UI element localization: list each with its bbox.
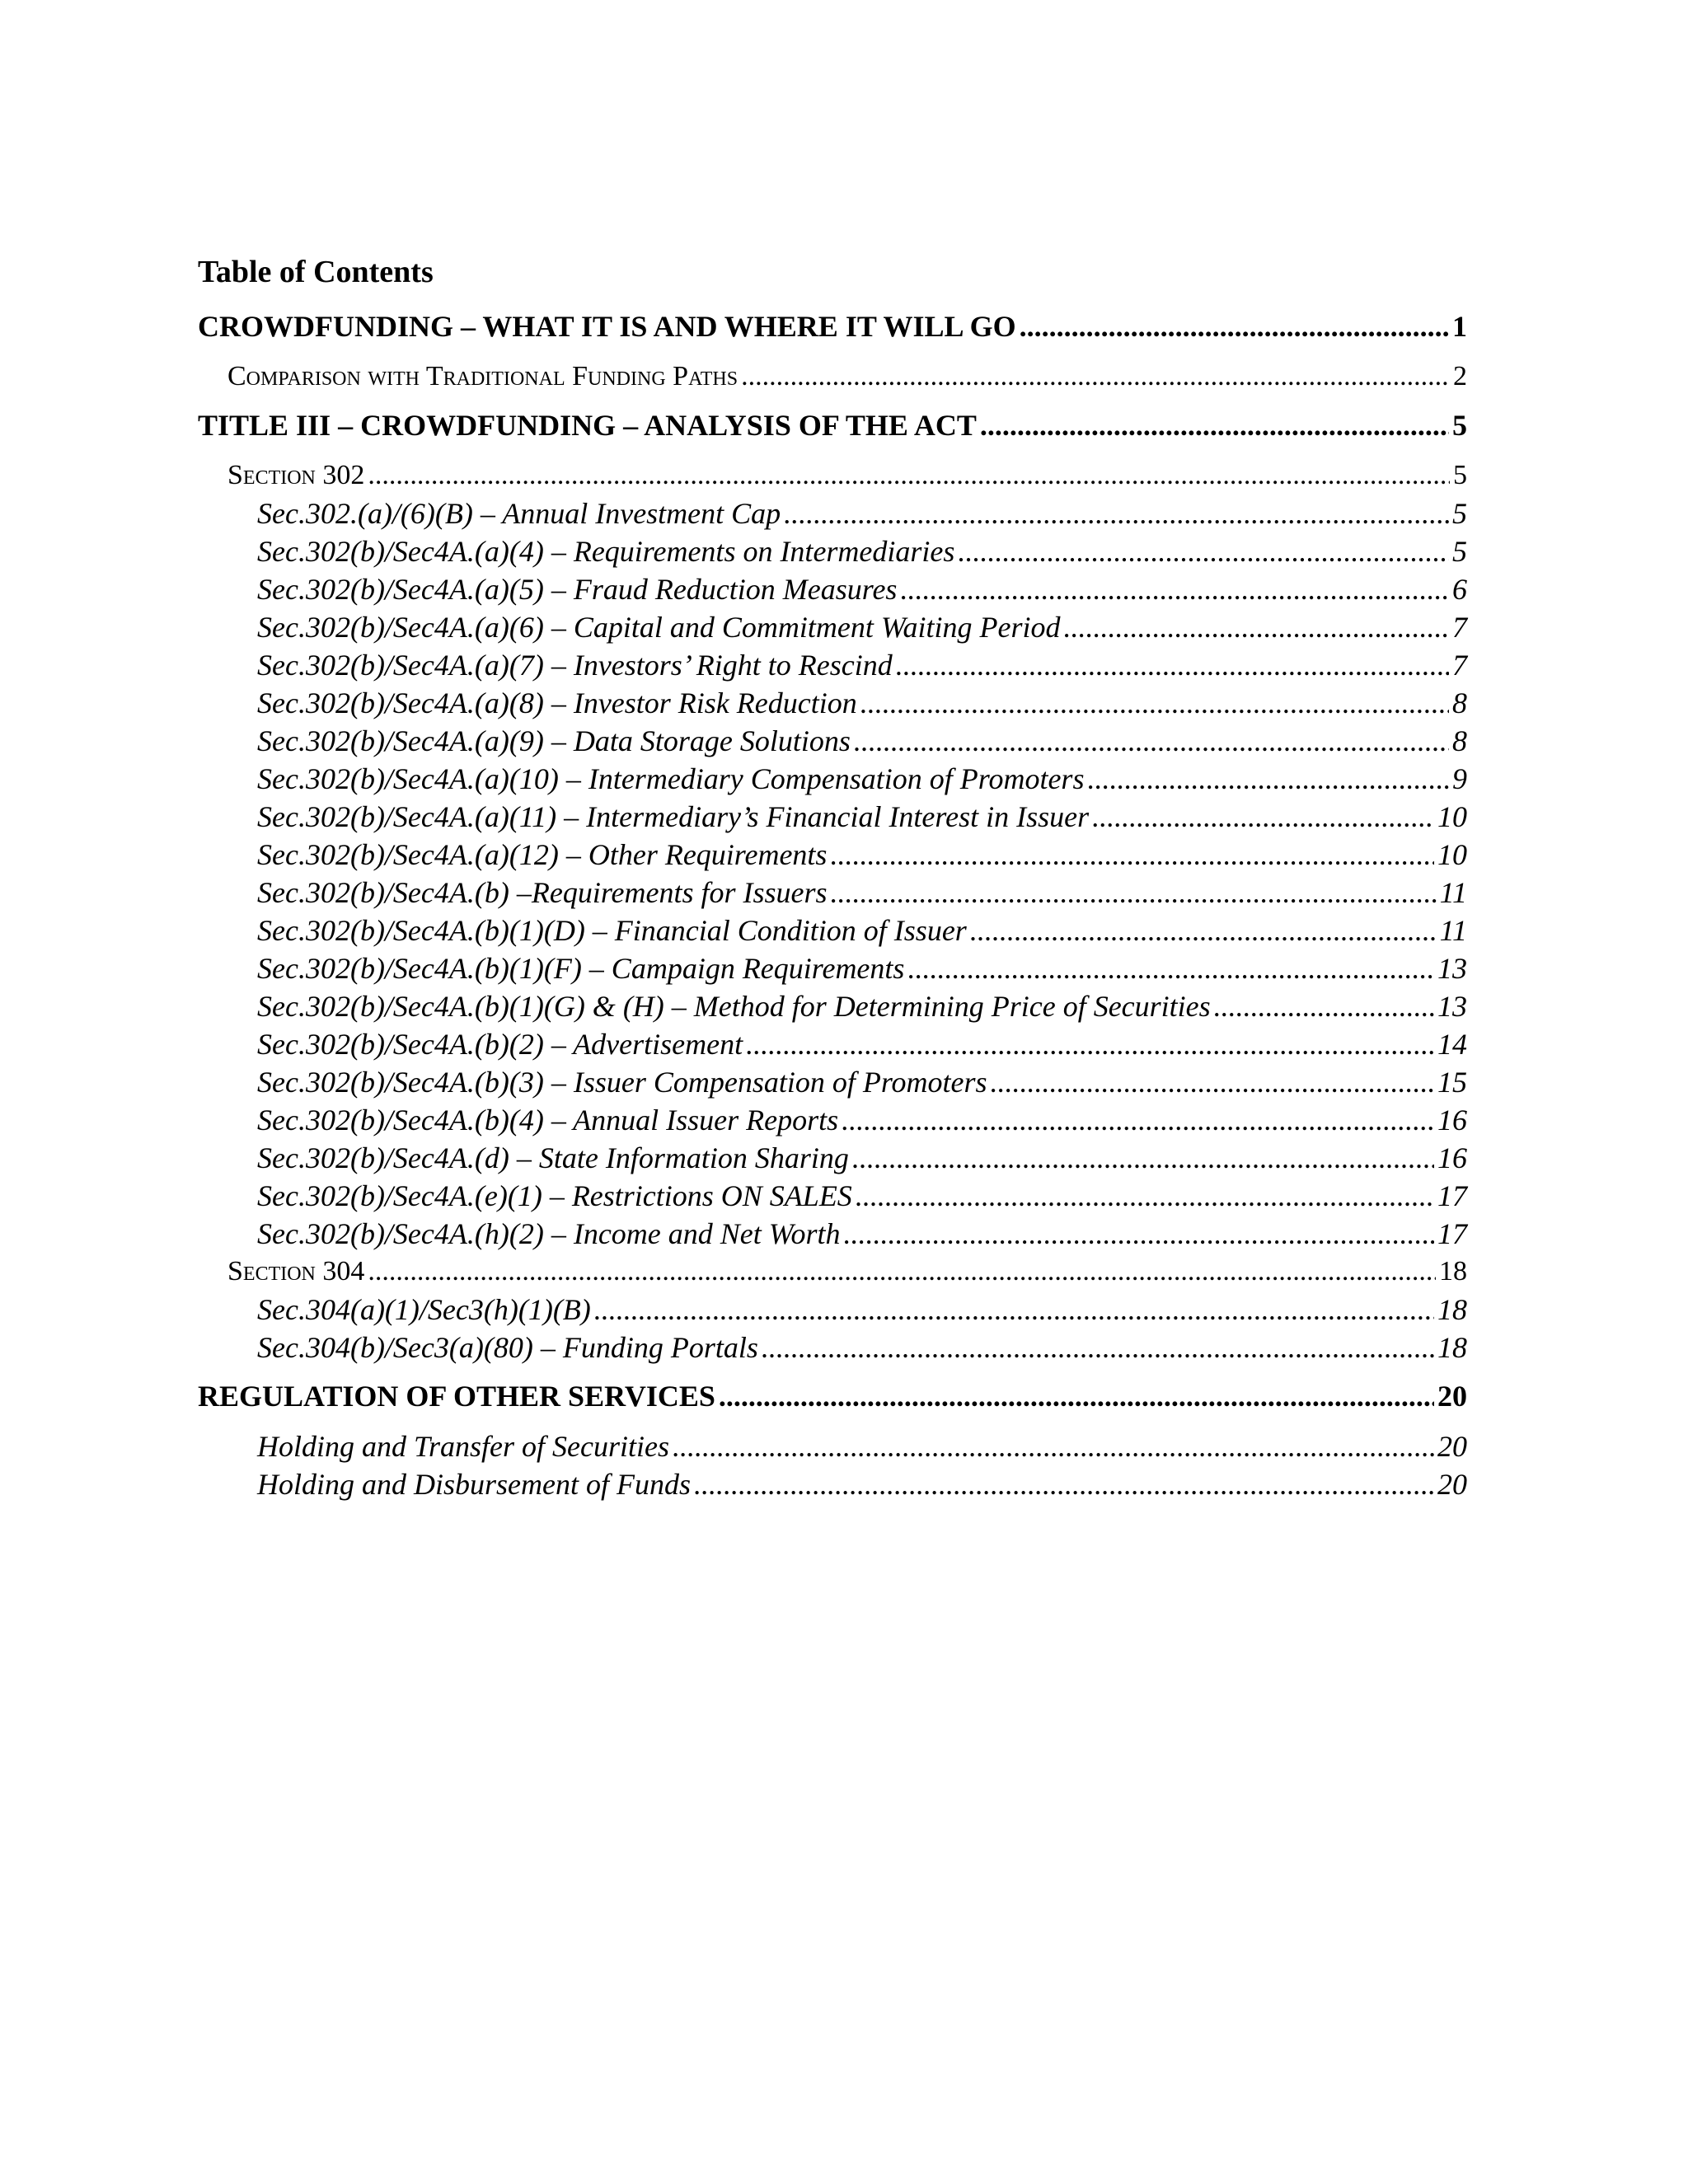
toc-entry[interactable] (198, 798, 1467, 836)
dot-leader (980, 405, 1449, 445)
dot-leader (907, 949, 1434, 987)
dot-leader (856, 1177, 1434, 1215)
toc-entry[interactable] (198, 1215, 1467, 1253)
toc-entry-label: Sec.302(b)/Sec4A.(a)(9) – Data Storage Solutions (257, 724, 851, 757)
toc-entry[interactable] (198, 1139, 1467, 1177)
toc-page-number: 5 (1452, 535, 1467, 568)
toc-entry[interactable] (198, 722, 1467, 760)
toc-entry-section-304[interactable] (198, 1253, 1467, 1291)
toc-entry[interactable] (198, 949, 1467, 987)
toc-entry[interactable] (198, 874, 1467, 912)
toc-page-number: 17 (1437, 1217, 1467, 1250)
toc-page-number: 9 (1452, 762, 1467, 795)
toc-entry[interactable] (198, 1025, 1467, 1063)
dot-leader (673, 1427, 1434, 1465)
toc-entry-comparison[interactable] (198, 358, 1467, 396)
toc-entry[interactable] (198, 532, 1467, 570)
toc-title: Table of Contents (198, 255, 434, 289)
toc-page-number: 5 (1453, 460, 1467, 490)
toc-entry-label: Sec.302(b)/Sec4A.(a)(11) – Intermediary’s Financial Interest in Issuer (257, 800, 1090, 833)
toc-entry[interactable] (198, 760, 1467, 798)
toc-entry[interactable] (198, 1063, 1467, 1101)
dot-leader (970, 912, 1437, 949)
toc-page-number: 7 (1452, 611, 1467, 644)
toc-entry-label: Sec.302(b)/Sec4A.(b)(1)(F) – Campaign Requirements (257, 952, 905, 985)
toc-entry[interactable] (198, 1465, 1467, 1503)
dot-leader (896, 646, 1449, 684)
dot-leader (1087, 760, 1449, 798)
toc-page-number: 13 (1437, 990, 1467, 1023)
toc-entry[interactable] (198, 570, 1467, 608)
toc-page-number: 18 (1437, 1331, 1467, 1364)
toc-page-number: 7 (1452, 649, 1467, 682)
toc-entry[interactable] (198, 684, 1467, 722)
toc-page-number: 2 (1453, 361, 1467, 391)
toc-page-number: 8 (1452, 687, 1467, 719)
toc-entry[interactable] (198, 1291, 1467, 1329)
toc-entry-label: Sec.302(b)/Sec4A.(a)(10) – Intermediary Compensation of Promoters (257, 762, 1085, 795)
dot-leader (842, 1101, 1434, 1139)
toc-page-number: 10 (1437, 800, 1467, 833)
toc-entry-label: REGULATION OF OTHER SERVICES (198, 1380, 715, 1413)
toc-entry-label: Sec.304(a)(1)/Sec3(h)(1)(B) (257, 1293, 591, 1326)
toc-page-number: 11 (1439, 876, 1467, 909)
toc-entry[interactable] (198, 646, 1467, 684)
toc-page-number: 5 (1452, 409, 1467, 442)
toc-entry-label: Holding and Disbursement of Funds (257, 1468, 691, 1501)
toc-entry-label: Holding and Transfer of Securities (257, 1430, 670, 1463)
toc-entry-label: Sec.302(b)/Sec4A.(b)(4) – Annual Issuer Reports (257, 1104, 839, 1137)
dot-leader (860, 684, 1449, 722)
toc-page-number: 11 (1439, 914, 1467, 947)
toc-entry[interactable] (198, 912, 1467, 949)
dot-leader (1092, 798, 1434, 836)
toc-entry-label: Sec.302(b)/Sec4A.(b) –Requirements for Issuers (257, 876, 828, 909)
toc-entry-label: Sec.302(b)/Sec4A.(b)(3) – Issuer Compensation of Promoters (257, 1066, 987, 1099)
dot-leader (368, 1253, 1436, 1291)
toc-page-number: 1 (1452, 310, 1467, 343)
dot-leader (368, 457, 1450, 494)
toc-entry[interactable] (198, 1329, 1467, 1366)
toc-page-number: 18 (1437, 1293, 1467, 1326)
toc-entry[interactable] (198, 987, 1467, 1025)
toc-entry-label: CROWDFUNDING – WHAT IT IS AND WHERE IT WILL GO (198, 310, 1016, 343)
dot-leader (854, 722, 1449, 760)
toc-entry-label: Sec.302.(a)/(6)(B) – Annual Investment Cap (257, 497, 781, 530)
toc-page-number: 10 (1437, 838, 1467, 871)
toc-page-number: 15 (1437, 1066, 1467, 1099)
toc-entry[interactable] (198, 1101, 1467, 1139)
toc-page-number: 20 (1437, 1430, 1467, 1463)
toc-entry-crowdfunding[interactable] (198, 307, 1467, 346)
toc-entry-label: Sec.302(b)/Sec4A.(a)(12) – Other Requirements (257, 838, 828, 871)
dot-leader (694, 1465, 1434, 1503)
toc-page-number: 8 (1452, 724, 1467, 757)
toc-page-number: 6 (1452, 573, 1467, 606)
dot-leader (900, 570, 1449, 608)
toc-entry-label: TITLE III – CROWDFUNDING – ANALYSIS OF THE ACT (198, 409, 977, 442)
dot-leader (991, 1063, 1435, 1101)
dot-leader (746, 1025, 1434, 1063)
dot-leader (784, 494, 1449, 532)
toc-entry-label: Sec.302(b)/Sec4A.(e)(1) – Restrictions ON SALES (257, 1179, 852, 1212)
dot-leader (719, 1376, 1434, 1416)
toc-page-number: 13 (1437, 952, 1467, 985)
dot-leader (762, 1329, 1434, 1366)
toc-entry-label: Sec.302(b)/Sec4A.(a)(8) – Investor Risk Reduction (257, 687, 857, 719)
toc-entry[interactable] (198, 494, 1467, 532)
toc-entry-regulation[interactable] (198, 1376, 1467, 1416)
toc-entry-label: Sec.302(b)/Sec4A.(a)(7) – Investors’ Right to Rescind (257, 649, 893, 682)
toc-entry-label: Sec.302(b)/Sec4A.(h)(2) – Income and Net Worth (257, 1217, 841, 1250)
toc-entry-label: Sec.302(b)/Sec4A.(b)(1)(G) & (H) – Method for Determining Price of Securities (257, 990, 1211, 1023)
toc-entry[interactable] (198, 1427, 1467, 1465)
toc-page-number: 20 (1437, 1380, 1467, 1413)
dot-leader (1064, 608, 1449, 646)
dot-leader (843, 1215, 1434, 1253)
toc-entry-label: Sec.304(b)/Sec3(a)(80) – Funding Portals (257, 1331, 758, 1364)
toc-entry-label: Sec.302(b)/Sec4A.(d) – State Information Sharing (257, 1141, 849, 1174)
toc-entry[interactable] (198, 608, 1467, 646)
toc-page-number: 17 (1437, 1179, 1467, 1212)
toc-entry-label: Sec.302(b)/Sec4A.(a)(5) – Fraud Reduction Measures (257, 573, 898, 606)
toc-page-number: 5 (1452, 497, 1467, 530)
toc-entry-label: Sec.302(b)/Sec4A.(b)(1)(D) – Financial Condition of Issuer (257, 914, 967, 947)
toc-entry-label: Sec.302(b)/Sec4A.(a)(4) – Requirements on Intermediaries (257, 535, 955, 568)
toc-entry-label: Sec.302(b)/Sec4A.(a)(6) – Capital and Commitment Waiting Period (257, 611, 1061, 644)
toc-page-number: 16 (1437, 1104, 1467, 1137)
toc-entry-label: Sec.302(b)/Sec4A.(b)(2) – Advertisement (257, 1028, 743, 1061)
dot-leader (830, 836, 1434, 874)
toc-entry-label: Section 302 (227, 460, 365, 490)
toc-entry-title-iii[interactable] (198, 405, 1467, 445)
dot-leader (1214, 987, 1434, 1025)
toc-entry-section-302[interactable] (198, 457, 1467, 494)
dot-leader (1020, 307, 1449, 346)
toc-entry[interactable] (198, 1177, 1467, 1215)
toc-page-number: 14 (1437, 1028, 1467, 1061)
toc-page-number: 20 (1437, 1468, 1467, 1501)
dot-leader (741, 358, 1450, 396)
dot-leader (594, 1291, 1434, 1329)
toc-entry-label: Section 304 (227, 1256, 365, 1286)
toc-page-number: 16 (1437, 1141, 1467, 1174)
table-of-contents (198, 247, 1467, 1503)
dot-leader (958, 532, 1449, 570)
toc-page-number: 18 (1439, 1256, 1467, 1286)
dot-leader (852, 1139, 1434, 1177)
toc-entry[interactable] (198, 836, 1467, 874)
dot-leader (831, 874, 1437, 912)
toc-entry-label: Comparison with Traditional Funding Paths (227, 361, 738, 391)
